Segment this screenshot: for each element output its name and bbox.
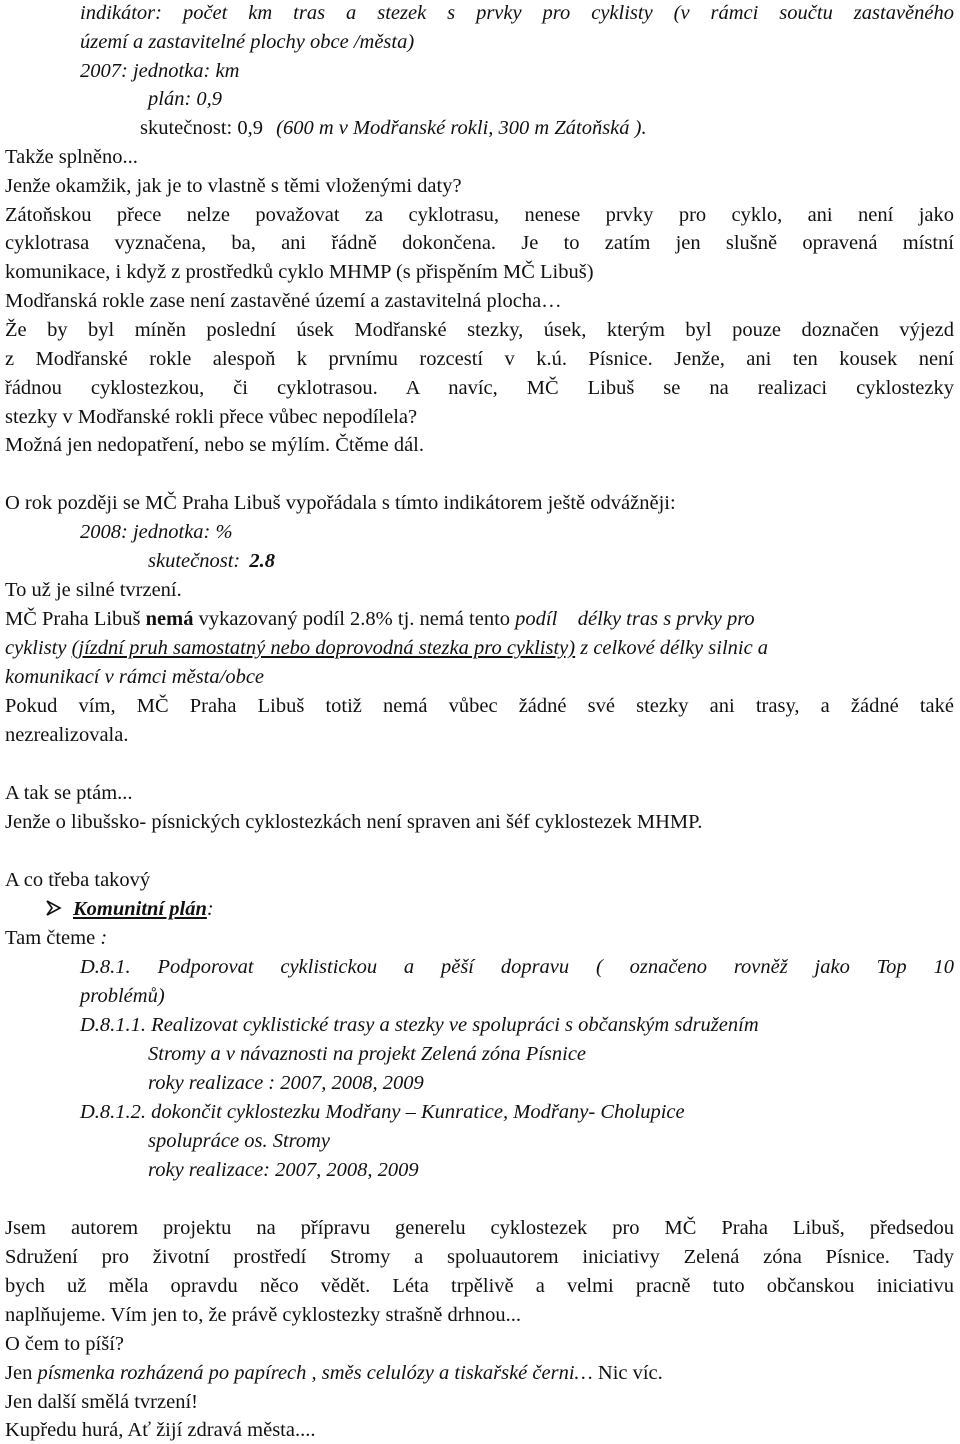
text-span: Nic víc. [592,1362,663,1384]
text-line: O rok později se MČ Praha Libuš vypořádala s tímto indikátorem ještě odvážněji: [5,492,676,514]
text-line: nezrealizovala. [5,724,129,746]
text-line: Sdružení pro životní prostředí Stromy a spoluautorem iniciativy Zelená zóna Písnice. Tady [5,1246,954,1268]
text-span: Jen [5,1362,38,1384]
text-span: skutečnost: [148,550,241,572]
text-line: O čem to píší? [5,1333,124,1355]
text-span: vykazovaný podíl 2.8% tj. nemá tento [193,608,516,630]
text-line: A tak se ptám... [5,782,133,804]
text-line [5,926,960,950]
text-line: Modřanská rokle zase není zastavěné území a zastavitelná plocha… [5,290,562,312]
text-line: naplňujeme. Vím jen to, že právě cyklostezky strašně drhnou... [5,1304,521,1326]
text-span: Tam čteme [5,927,101,949]
text-span: : [206,898,214,920]
text-span: Komunitní plán [73,898,207,920]
text-span: cyklisty [5,637,72,659]
text-span: MČ Praha Libuš [5,608,146,630]
text-line: Zátoňskou přece nelze považovat za cyklotrasu, nenese prvky pro cyklo, ani není jako [5,204,954,226]
text-line: 2008: jednotka: % [80,521,233,543]
text-span: písmenka rozházená po papírech , směs celulózy a tiskařské černi… [37,1362,593,1384]
text-line: D.8.1. Podporovat cyklistickou a pěší dopravu ( označeno rovněž jako Top 10 [80,956,954,978]
arrow-bullet-icon [45,897,73,921]
text-line: Takže splněno... [5,146,138,168]
text-line: roky realizace : 2007, 2008, 2009 [148,1072,424,1094]
text-line: plán: 0,9 [148,88,223,110]
text-line: Jenže o libušsko- písnických cyklostezkách není spraven ani šéf cyklostezek MHMP. [5,811,703,833]
text-line [5,1361,960,1385]
text-line: indikátor: počet km tras a stezek s prvky pro cyklisty (v rámci součtu zastavěného [80,2,954,24]
text-line: území a zastavitelné plochy obce /města) [80,31,415,53]
text-line: D.8.1.1. Realizovat cyklistické trasy a stezky ve spolupráci s občanským sdružením [80,1014,759,1036]
text-line: bych už měla opravdu něco vědět. Léta trpělivě a velmi pracně tuto občanskou iniciativu [5,1275,954,1297]
text-span: z celkové délky silnic a [575,637,769,659]
text-line: Pokud vím, MČ Praha Libuš totiž nemá vůbec žádné své stezky ani trasy, a žádné také [5,695,954,717]
text-line: cyklotrasa vyznačena, ba, ani řádně dokončena. Je to zatím jen slušně opravená místní [5,232,954,254]
text-line: komunikace, i když z prostředků cyklo MHMP (s přispěním MČ Libuš) [5,261,594,283]
text-line: Stromy a v návaznosti na projekt Zelená zóna Písnice [148,1043,587,1065]
text-line: 2007: jednotka: km [80,60,240,82]
text-line: Kupředu hurá, Ať žijí zdravá města.... [5,1419,316,1441]
text-line: To už je silné tvrzení. [5,579,182,601]
text-line [140,116,960,140]
text-span: (600 m v Modřanské rokli, 300 m Zátoňská ). [276,117,647,139]
text-line: problémů) [80,985,165,1007]
text-span: : [100,927,108,949]
text-line: Možná jen nedopatření, nebo se mýlím. Čtěme dál. [5,434,424,456]
text-line: Jsem autorem projektu na přípravu generelu cyklostezek pro MČ Praha Libuš, předsedou [5,1217,954,1239]
text-line: spolupráce os. Stromy [148,1130,331,1152]
text-line: roky realizace: 2007, 2008, 2009 [148,1159,419,1181]
text-line [5,607,960,631]
text-line: řádnou cyklostezkou, či cyklotrasou. A navíc, MČ Libuš se na realizaci cyklostezky [5,377,954,399]
text-line: D.8.1.2. dokončit cyklostezku Modřany – Kunratice, Modřany- Cholupice [80,1101,685,1123]
text-span: (jízdní pruh samostatný nebo doprovodná stezka pro cyklisty) [71,637,576,659]
text-line: Že by byl míněn poslední úsek Modřanské stezky, úsek, kterým byl pouze doznačen výjezd [5,319,954,341]
text-line: z Modřanské rokle alespoň k prvnímu rozcestí v k.ú. Písnice. Jenže, ani ten kousek není [5,348,954,370]
text-line: komunikací v rámci města/obce [5,666,265,688]
text-span: nemá [145,608,194,630]
text-span: skutečnost: 0,9 [140,117,263,139]
text-line: Jenže okamžik, jak je to vlastně s těmi vloženými daty? [5,175,462,197]
text-line [148,549,960,573]
text-line [45,897,960,921]
text-span: 2.8 [249,550,275,572]
text-span: podíl délky tras s prvky pro [515,608,755,630]
text-line: Jen další smělá tvrzení! [5,1391,198,1413]
text-line: stezky v Modřanské rokli přece vůbec nepodílela? [5,406,418,428]
text-line: A co třeba takový [5,869,151,891]
text-line [5,636,960,660]
